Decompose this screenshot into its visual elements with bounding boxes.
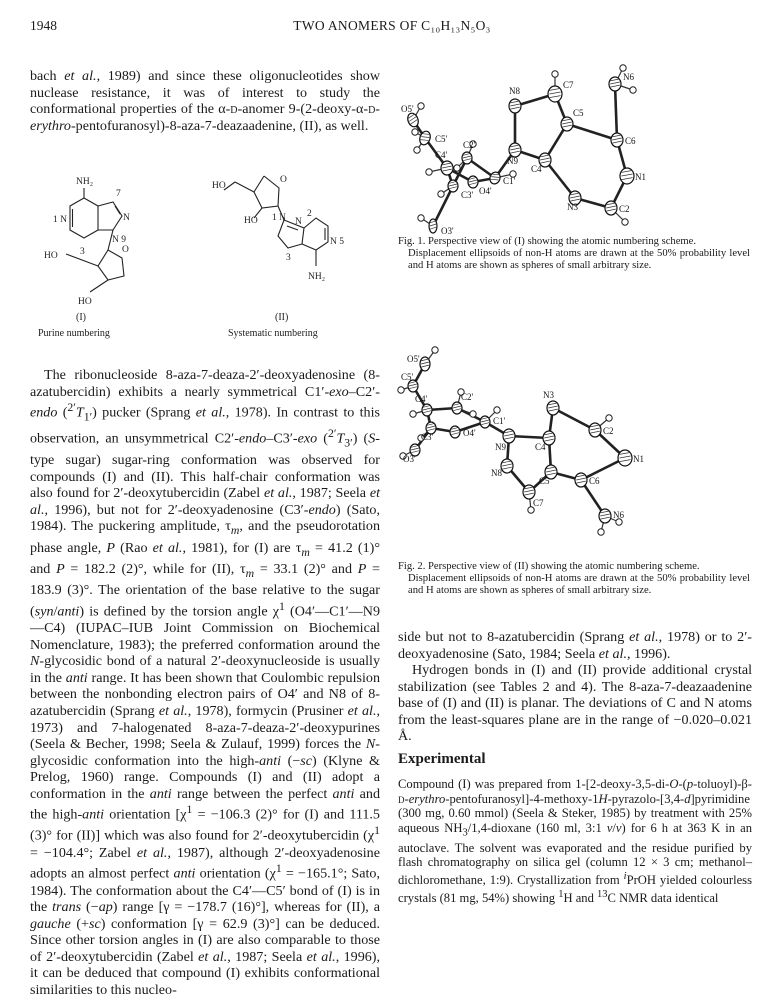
experimental-text: Compound (I) was prepared from 1-[2-deoxy-3,5-di-O-(p-toluoyl)-β-d-erythro-pentofuranosyl]-4-methoxy-1H-pyrazolo-[3,4-d]pyrimidine (300 mg, 0.60 mmol) (Seela & Steker, 1985) by treatment with 25% aqueous $NH_3/1,4$-dioxane (160 ml, 3:1 v/v) for 6 h at 363 K in an autoclave. The solvent was evaporated and the residue purified by flash chromatography on silica gel (column 12 × 3 cm; methanol–dichloromethane, 1:9). Crystallization from $^i$PrOH yielded colourless crystals (81 mg, 54%) showing $^1$H and $^{13}$C NMR data identical [398,777,753,906]
n2-number-ii: 2 [307,209,312,219]
svg-text:O4': O4' [479,186,492,196]
fig1-hydrogen-atom [622,219,628,225]
svg-text:C5: C5 [573,108,584,118]
fig1-hydrogen-atom [426,169,432,175]
svg-text:C3': C3' [421,432,434,442]
fig2-hydrogen-atom [606,415,612,421]
fig1-hydrogen-atom [418,103,424,109]
svg-text:N1: N1 [635,172,646,182]
fig1-hydrogen-atom [630,87,636,93]
svg-text:C4': C4' [435,150,448,160]
fig2-atom-c7 [523,485,544,508]
fig2-atom-c5 [539,465,557,486]
fig1-atom-n1 [620,168,646,184]
nh2-label-ii: NH₂ [308,272,326,282]
fig1-hydrogen-atom [454,165,460,171]
fig2-hydrogen-atom [410,411,416,417]
intro-paragraph: bach et al., 1989) and since these oligonucleotides show nuclease resistance, it was of interest to study the conformational properties of the α-d-anomer 9-(2-deoxy-α-d-erythro-pentofuranosyl)-8-aza-7-deazaadenine, (II), as well. [30,68,380,134]
page-number: 1948 [30,18,57,33]
num3-label-ii: 3 [286,253,291,263]
fig1-atom-o5p [401,104,420,128]
fig1-atom-n8 [509,86,521,113]
svg-text:O5': O5' [401,104,414,114]
fig2-atom-n9 [495,429,515,452]
figure-2-ortep [401,346,735,546]
svg-text:C5': C5' [435,134,448,144]
fig2-atom-n1 [618,450,644,466]
fig1-hydrogen-atom [438,191,444,197]
fig1-atom-c2p [462,140,476,164]
svg-text:O4': O4' [463,428,476,438]
svg-text:C4: C4 [535,442,546,452]
fig2-hydrogen-atom [398,387,404,393]
svg-text:C2': C2' [463,140,476,150]
svg-text:N1: N1 [633,454,644,464]
svg-text:C1': C1' [503,176,516,186]
svg-text:N9: N9 [507,156,518,166]
ho5-label-ii: HO [212,181,226,191]
compound-i-caption: Purine numbering [38,328,110,339]
compound-ii-caption: Systematic numbering [228,328,318,339]
fig1-hydrogen-atom [412,129,418,135]
svg-text:C7: C7 [533,498,544,508]
svg-text:C4': C4' [415,394,428,404]
fig1-bond [545,160,575,198]
svg-text:O5': O5' [407,354,420,364]
fig1-atom-o3p [429,219,454,236]
nh2-label: NH₂ [76,177,94,187]
svg-text:C2: C2 [619,204,630,214]
fig1-atom-c6 [611,133,636,147]
running-header [30,18,754,38]
ho3-label-ii: HO [244,216,258,226]
fig2-atom-c3p [421,422,436,442]
figure-1-ortep [401,58,735,238]
o-label: O [122,245,129,255]
svg-text:C5: C5 [539,476,550,486]
fig1-atom-n3 [567,191,581,212]
fig2-atom-c4 [535,431,555,452]
svg-text:C6: C6 [589,476,600,486]
svg-text:C5': C5' [401,372,414,382]
fig2-hydrogen-atom [494,407,500,413]
fig1-atom-c7 [548,80,574,102]
fig1-atom-n9 [507,143,521,166]
svg-text:N8: N8 [491,468,502,478]
n1-label-ii: 1 N [272,213,286,223]
svg-text:O3': O3' [441,226,454,236]
running-title: TWO ANOMERS OF C₁₀H₁₃N₅O₃ [293,18,491,33]
n1-label: 1 N [53,215,67,225]
svg-text:N3: N3 [543,390,554,400]
discussion-text-left: The ribonucleoside 8-aza-7-deaza-2′-deoxyadenosine (8-azatubercidin) exhibits a nearly symmetrical C1′-exo–C2′-endo $(^{2'}T_{1'})$ pucker (Sprang et al., 1978). In contrast to this observation, an unsymmetrical C2′-endo–C3′-exo $(^{2'}T_{3'})$ (S-type sugar) sugar-ring conformation was observed for compounds (I) and (II). This half-chair conformation was also found for 2′-deoxytubercidin (Zabel et al., 1987; Seela et al., 1996), but not for 2′-deoxyadenosine (C3′-endo) (Sato, 1984). The puckering amplitude, $\tau_m$, and the pseudorotation phase angle, P (Rao et al., 1981), for (I) are $\tau_m = 41.2$ (1)° and P = 182.2 (2)°, while for (II), $\tau_m = 33.1$ (2)° and P = 183.9 (3)°. The orientation of the base relative to the sugar (syn/anti) is defined by the torsion angle $\chi^1$ (O4′—C1′—N9—C4) (IUPAC–IUB Joint Commission on Biochemical Nomenclature, 1983); the preferred conformation around the N-glycosidic bond of a natural 2′-deoxynucleoside is usually in the anti range. It has been shown that Coulombic repulsion between the nonbonding electron pairs of O4′ and N8 of 8-azatubercidin (Sprang et al., 1978), formycin (Prusiner et al., 1973) and 7-halogenated 8-aza-7-deaza-2′-deoxypurines (Seela & Becher, 1998; Seela & Zulauf, 1999) forces the N-glycosidic conformation into the high-anti (−sc) (Klyne & Prelog, 1960) range. Compounds (I) and (II) adopt a conformation in the anti range between the perfect anti and the high-anti orientation [$\chi^1 = -106.3$ (2)° for (I) and 111.5 (3)° for (II)] which was also found for 2′-deoxytubercidin ($\chi^1 = -104.4^\circ$; Zabel et al., 1987), although 2′-deoxyadenosine adopts an almost perfect anti orientation ($\chi^1 = -165.1^\circ$; Sato, 1984). The conformation about the C4′—C5′ bond of (I) is in the trans (−ap) range [γ = −178.7 (16)°], whereas for (II), a gauche (+sc) conformation [γ = 62.9 (3)°] can be deduced. Since other torsion angles in (I) are also comparable to those of 2′-deoxytubercidin (Zabel et al., 1987; Seela et al., 1996), it can be deduced that compound (I) exhibits conformational similarities to this nucleo- [30,367,381,998]
compound-scheme [28,168,398,338]
fig1-atom-c5p [418,130,448,147]
svg-text:N6: N6 [623,72,634,82]
o-label-ii: O [280,175,287,185]
svg-text:N3: N3 [567,202,578,212]
svg-text:C4: C4 [531,164,542,174]
n8-label: N [123,213,130,223]
svg-text:N9: N9 [495,442,506,452]
fig2-atom-o4p [450,426,476,438]
svg-text:C1': C1' [493,416,506,426]
discussion-text-right: side but not to 8-azatubercidin (Sprang et al., 1978) or to 2′-deoxyadenosine (Sato, 1984; Seela et al., 1996). Hydrogen bonds in (I) and (II) provide additional crystal stabilization (see Tables 2 and 4). The 8-aza-7-deazaadenine base of (I) and (II) is planar. The deviations of C and N atoms from the least-squares plane are in the range of −0.020–0.021 Å. [398,629,753,745]
compound-i-label: (I) [76,312,86,323]
fig1-hydrogen-atom [552,71,558,77]
svg-text:N8: N8 [509,86,520,96]
fig1-atom-c4p [435,150,453,175]
c3-label: 3 [80,247,85,257]
compound-ii-label: (II) [275,312,289,323]
fig2-hydrogen-atom [432,347,438,353]
fig1-bond [615,84,617,140]
svg-text:C2: C2 [603,426,614,436]
figure-1-caption: Fig. 1. Perspective view of (I) showing the atomic numbering scheme. Displacement ellipsoids of non-H atoms are drawn at the 50% probability level and H atoms are shown as spheres of small arbitrary size. [398,236,750,272]
n9-label: N 9 [112,235,126,245]
fig1-atom-c2 [605,201,630,215]
fig1-hydrogen-atom [620,65,626,71]
fig2-bond [553,408,595,430]
n2-label-ii: N [295,217,302,227]
experimental-heading: Experimental [398,751,486,767]
svg-text:C7: C7 [563,80,574,90]
fig2-atom-n3 [543,390,559,415]
svg-text:C2': C2' [461,392,474,402]
figure-2-caption: Fig. 2. Perspective view of (II) showing the atomic numbering scheme. Displacement ellipsoids of non-H atoms are drawn at the 50% probability level and H atoms are shown as spheres of small arbitrary size. [398,561,750,597]
c7-label: 7 [116,189,121,199]
ho5-label: HO [44,251,58,261]
fig2-hydrogen-atom [470,411,476,417]
fig2-atom-n8 [491,459,513,478]
fig1-bond [567,124,617,140]
fig2-atom-o3p [403,444,420,464]
n5-label-ii: N 5 [330,237,344,247]
svg-text:N6: N6 [613,510,624,520]
fig2-hydrogen-atom [598,529,604,535]
svg-text:C6: C6 [625,136,636,146]
ho3-label: HO [78,297,92,307]
fig1-hydrogen-atom [418,215,424,221]
fig2-atom-o5p [407,354,430,371]
svg-text:O3': O3' [403,454,416,464]
fig1-hydrogen-atom [414,147,420,153]
fig2-atom-c6 [575,473,600,487]
svg-text:C3': C3' [461,190,474,200]
